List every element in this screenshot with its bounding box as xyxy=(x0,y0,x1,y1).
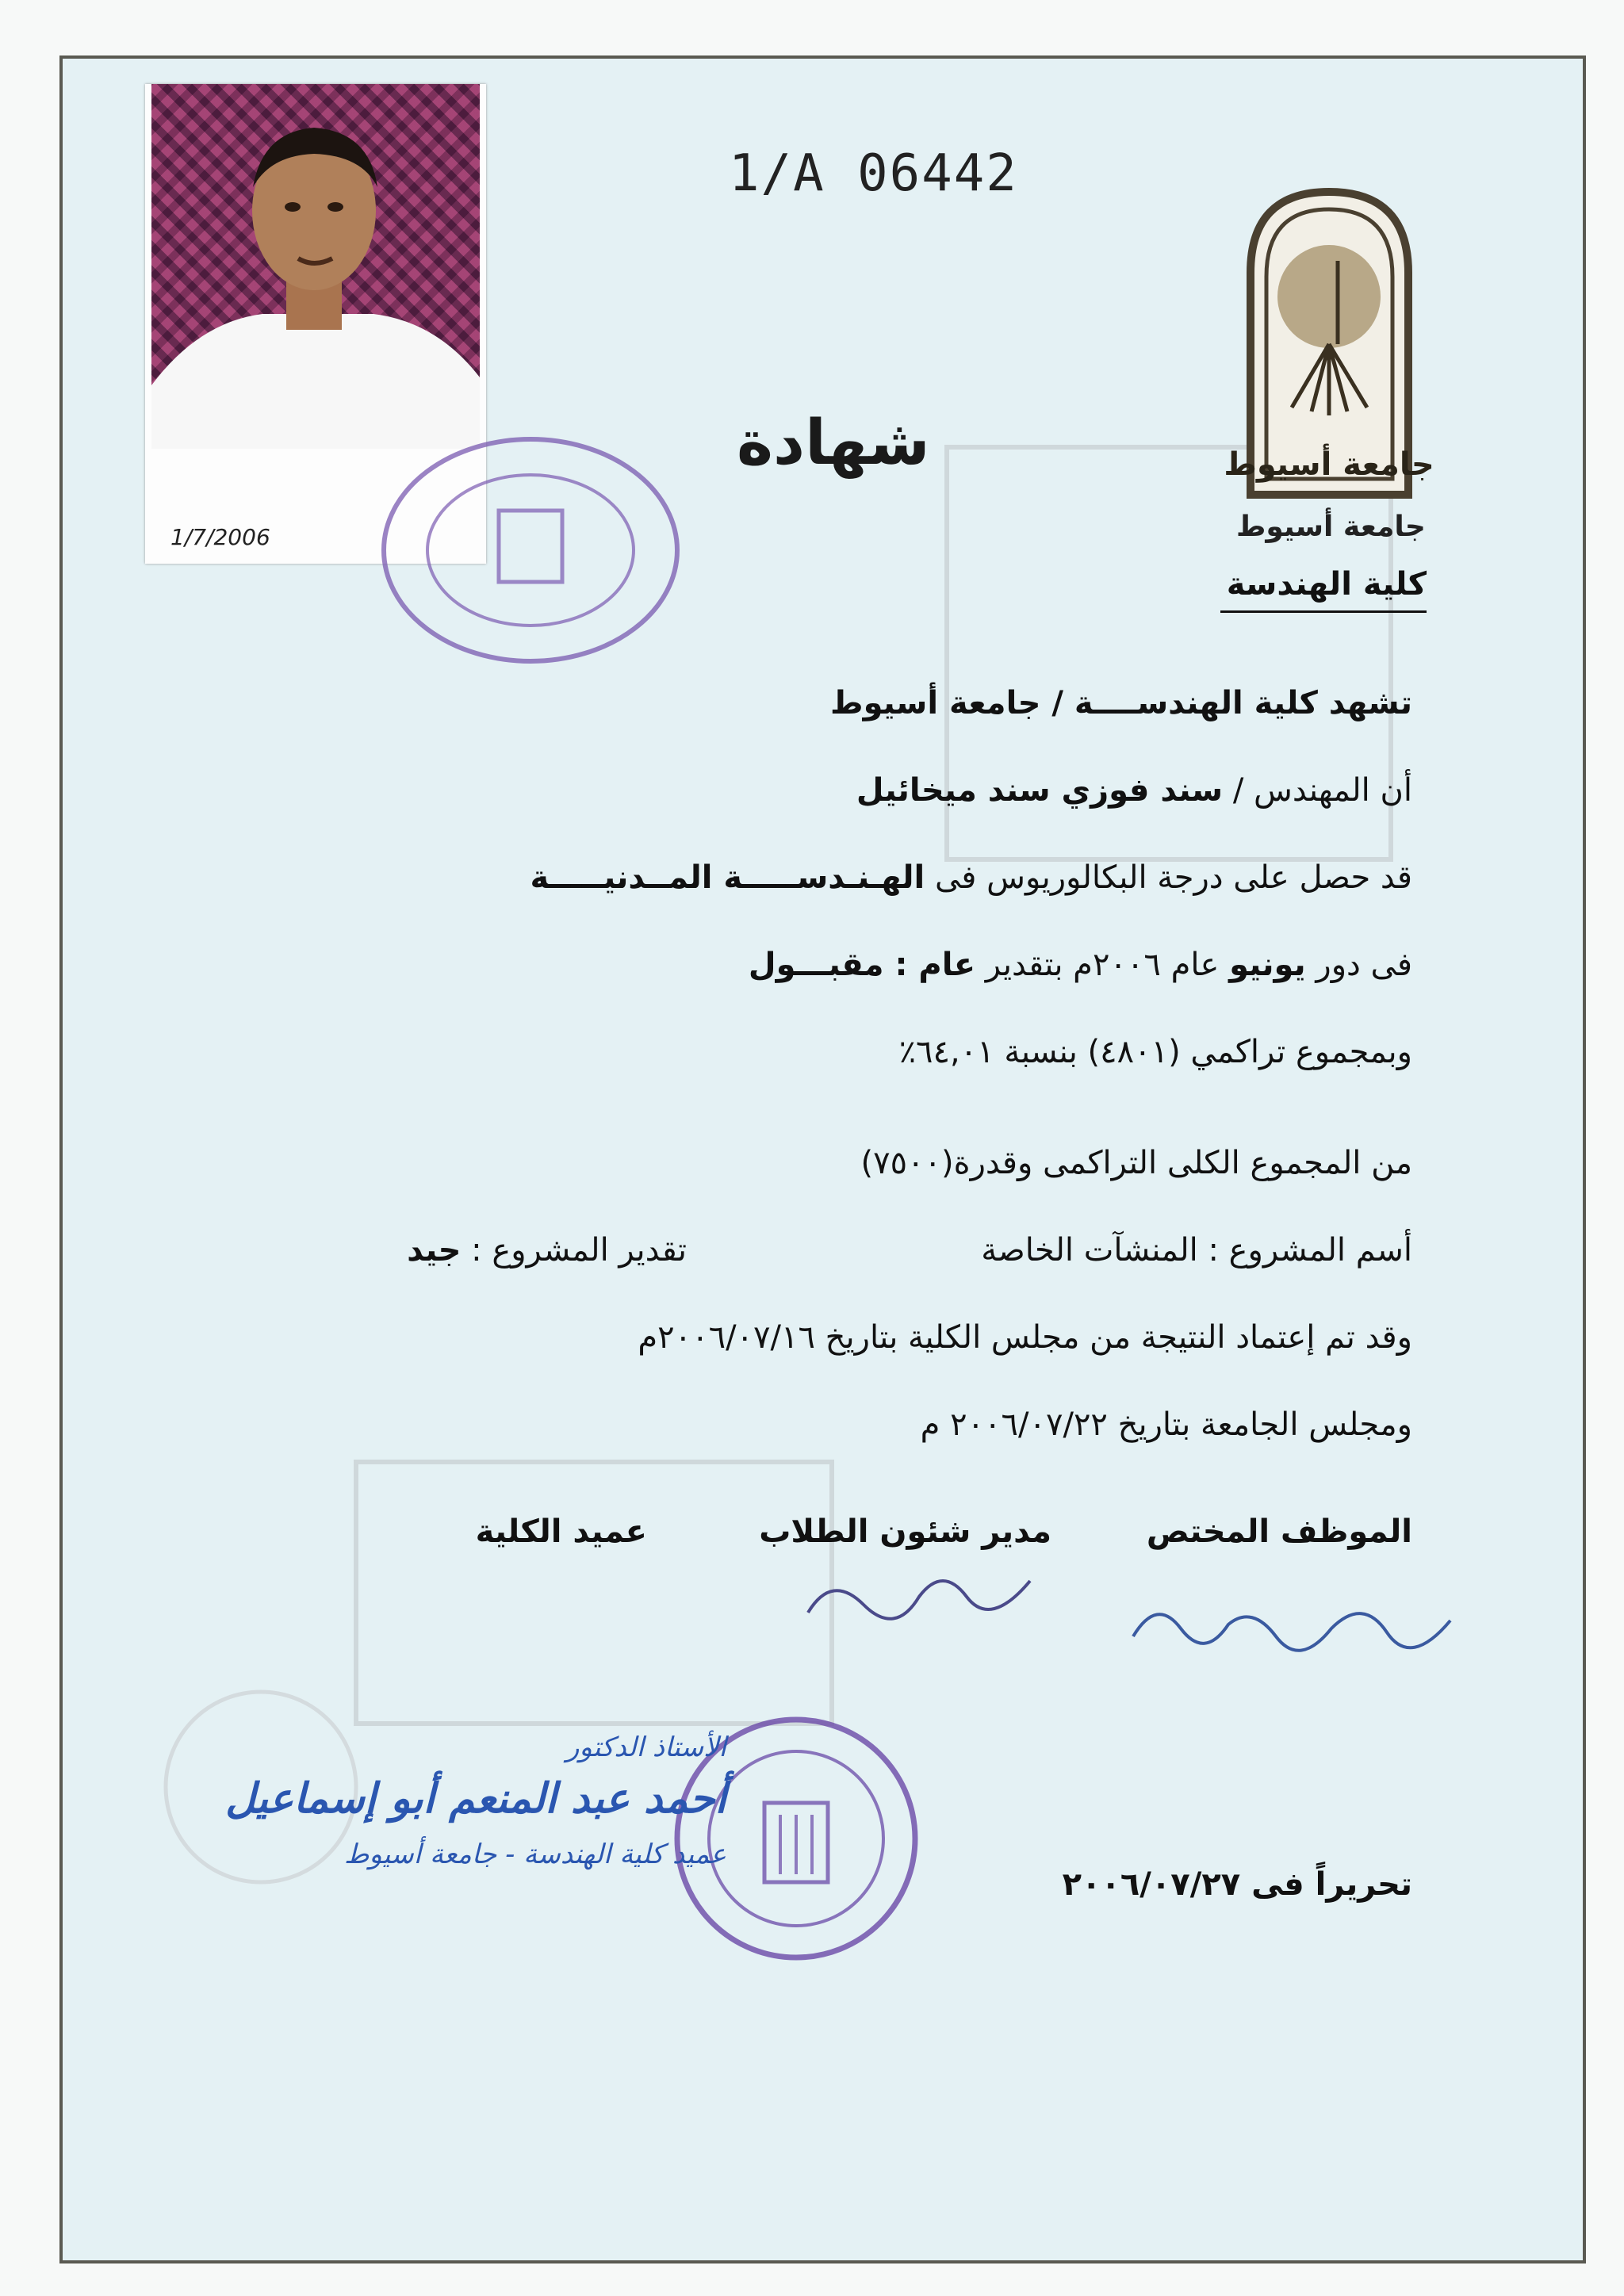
body-line-9: ومجلس الجامعة بتاريخ ٢٠٠٦/٠٧/٢٢ م xyxy=(920,1406,1412,1443)
university-logo-icon xyxy=(1224,186,1434,499)
year-text: عام ٢٠٠٦م بتقدير xyxy=(975,947,1230,983)
body-line-6: من المجموع الكلى التراكمى وقدرة(٧٥٠٠) xyxy=(860,1145,1412,1181)
project-grade-label: تقدير المشروع : xyxy=(461,1232,687,1269)
logo-text: جامعة أسيوط xyxy=(1224,446,1434,483)
employee-signature xyxy=(1125,1581,1458,1668)
employee-title: الموظف المختص xyxy=(1146,1513,1412,1550)
photo-seal-stamp xyxy=(364,423,697,685)
project-name: أسم المشروع : المنشآت الخاصة xyxy=(981,1232,1412,1269)
major: الهـنـدســـــة المــدنيـــــة xyxy=(530,859,925,896)
graduate-name: سند فوزي سند ميخائيل xyxy=(856,772,1224,809)
certificate-sheet xyxy=(59,55,1586,2263)
body-line-4 xyxy=(749,947,1412,983)
engineer-label: أن المهندس / xyxy=(1223,772,1412,809)
dean-stamp-title: الأستاذ الدكتور xyxy=(566,1732,726,1763)
dean-stamp-role: عميد كلية الهندسة - جامعة أسيوط xyxy=(343,1839,726,1870)
serial-number: 1/A 06442 xyxy=(729,144,1018,203)
session-label: فى دور xyxy=(1305,947,1412,983)
faculty-header: كلية الهندسة xyxy=(1220,566,1427,613)
portrait-image xyxy=(151,84,480,449)
overall-grade: عام : مقبـــول xyxy=(748,947,976,983)
body-line-1: تشهد كلية الهندســــة / جامعة أسيوط xyxy=(830,685,1412,721)
certificate-title: شهادة xyxy=(737,408,930,479)
student-affairs-signature xyxy=(800,1549,1038,1636)
dean-stamp-name: أحمد عبد المنعم أبو إسماعيل xyxy=(225,1775,726,1823)
degree-text: قد حصل على درجة البكالوريوس فى xyxy=(925,859,1412,896)
photo-date: 1/7/2006 xyxy=(170,524,270,550)
dean-title: عميد الكلية xyxy=(475,1513,647,1550)
body-line-8: وقد تم إعتماد النتيجة من مجلس الكلية بتاريخ ٢٠٠٦/٠٧/١٦م xyxy=(638,1319,1412,1356)
issue-date: تحريراً فى ٢٠٠٦/٠٧/٢٧ xyxy=(1062,1866,1412,1903)
project-grade xyxy=(407,1232,687,1269)
session-month: يونيو xyxy=(1229,947,1306,983)
body-line-3 xyxy=(530,859,1412,896)
project-grade-value: جيد xyxy=(407,1232,462,1269)
body-line-2 xyxy=(856,772,1412,809)
student-affairs-title: مدير شئون الطلاب xyxy=(759,1513,1051,1550)
logo-caption: جامعة أسيوط xyxy=(1236,511,1426,543)
body-line-5: وبمجموع تراكمي (٤٨٠١) بنسبة ٦٤,٠١٪ xyxy=(898,1034,1412,1070)
